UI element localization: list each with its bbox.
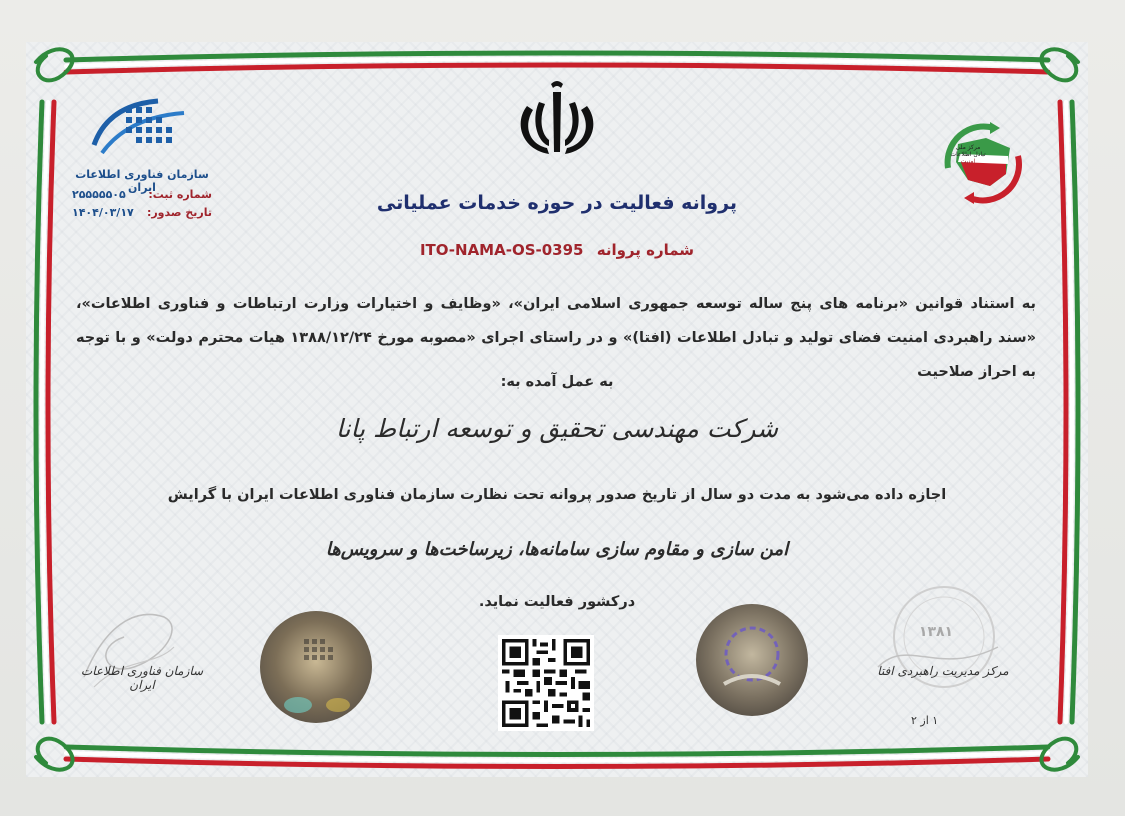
- ito-logo-icon: [88, 97, 198, 167]
- activity-field: امن سازی و مقاوم سازی سامانه‌ها، زیرساخت‌ها و سرویس‌ها: [325, 539, 789, 560]
- national-map-label-2: تبادل اطلاعات: [950, 151, 986, 158]
- national-map-label: [938, 144, 998, 165]
- certificate: [26, 42, 1088, 777]
- page-indicator: ۱ از ۲: [911, 714, 939, 727]
- registration-label: شماره ثبت:: [148, 188, 212, 201]
- license-number-value: ITO-NAMA-OS-0395: [419, 241, 584, 259]
- right-signature-text: مرکز مدیریت راهبردی افتا: [877, 664, 1009, 678]
- license-number-label: شماره پروانه: [596, 241, 695, 259]
- qr-code-icon[interactable]: [498, 635, 594, 731]
- license-number-line: [26, 241, 1088, 259]
- issue-date-value: ۱۴۰۴/۰۳/۱۷: [72, 206, 134, 219]
- registration-value: ۲۵۵۵۵۵۰۵: [72, 188, 126, 201]
- issue-date-label: تاریخ صدور:: [146, 206, 212, 219]
- right-stamp-number: ۱۳۸۱: [918, 624, 954, 640]
- permission-statement: اجازه داده می‌شود به مدت دو سال از تاریخ صدور پروانه تحت نظارت سازمان فناوری اطلاعات ایران با گرایش: [167, 487, 947, 503]
- national-map-label-1: مرکز ملی: [955, 144, 981, 151]
- right-hologram-seal-icon: [694, 602, 810, 718]
- company-name: شرکت مهندسی تحقیق و توسعه ارتباط پانا: [335, 414, 779, 443]
- national-map-label-3: امنیت: [960, 158, 976, 165]
- closing-line: درکشور فعالیت نماید.: [478, 594, 636, 610]
- granted-to-label: به عمل آمده به:: [500, 374, 614, 390]
- left-hologram-seal-icon: [258, 609, 374, 725]
- iran-emblem-icon: [521, 81, 594, 154]
- left-signature-text: سازمان فناوری اطلاعات ایران: [80, 664, 204, 692]
- legal-basis-paragraph: به استناد قوانین «برنامه های پنج ساله توسعه جمهوری اسلامی ایران»، «وظایف و اختیارات وزارت ارتباطات و فناوری اطلاعات»، «سند راهبردی امنیت فضای تولید و تبادل اطلاعات (افتا)» و در راستای اجرای «مصوبه مورخ ۱۳۸۸/۱۲/۲۴ هیات محترم دولت» و با توجه به احراز صلاحیت: [76, 296, 1036, 380]
- ito-org-name: سازمان فناوری اطلاعات ایران: [75, 168, 209, 194]
- certificate-title: پروانه فعالیت در حوزه خدمات عملیاتی: [376, 192, 738, 214]
